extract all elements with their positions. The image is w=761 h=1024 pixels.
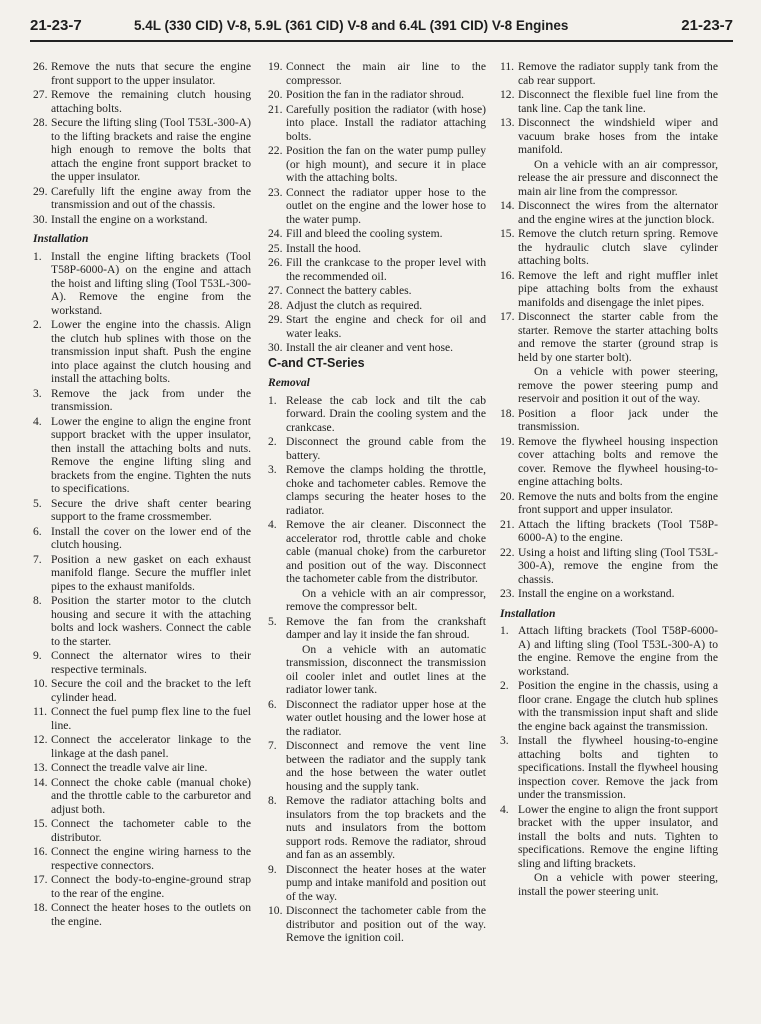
step-number: 27.	[268, 284, 283, 297]
step-number: 18.	[33, 901, 48, 914]
step-text: Lower the engine to align the front support bracket with the upper insulator, and install the bolts and nuts. Tighten to specifications. Remove the engine lifting sling and lifting brackets.	[518, 802, 718, 870]
step-text: Remove the fan from the crankshaft damper and lay it inside the fan shroud.	[286, 614, 486, 641]
step-number: 30.	[33, 212, 48, 226]
step-number: 21.	[500, 517, 515, 531]
step-text: Connect the body-to-engine-ground strap to the rear of the engine.	[51, 873, 251, 900]
step-number: 23.	[268, 185, 283, 199]
procedure-step	[33, 761, 251, 775]
procedure-step	[33, 250, 251, 318]
step-number: 13.	[500, 116, 515, 129]
step-text: Lower the engine to align the engine front support bracket with the upper insulator, then install the attaching bolts and nuts. Remove the engine lifting sling and brackets from the engine. Tighten the nuts to specifications.	[51, 414, 251, 495]
step-number: 4.	[500, 802, 509, 816]
step-text: Remove the nuts and bolts from the engine front support and upper insulator.	[518, 489, 718, 516]
procedure-step	[268, 518, 486, 586]
procedure-step	[33, 649, 251, 676]
procedure-step	[500, 116, 718, 157]
step-text: Remove the jack from under the transmission.	[51, 386, 251, 413]
step-text: Adjust the clutch as required.	[286, 298, 423, 312]
note-paragraph: On a vehicle with power steering, install the power steering unit.	[518, 871, 718, 898]
step-number: 3.	[500, 734, 509, 747]
step-number: 29.	[33, 184, 48, 198]
step-number: 4.	[33, 414, 42, 428]
procedure-step	[33, 733, 251, 760]
step-text: Disconnect the ground cable from the battery.	[286, 435, 486, 462]
step-number: 6.	[268, 697, 277, 711]
procedure-step	[33, 497, 251, 524]
step-number: 9.	[33, 649, 42, 662]
page-title: 5.4L (330 CID) V-8, 5.9L (361 CID) V-8 and 6.4L (391 CID) V-8 Engines	[134, 18, 569, 33]
step-text: Remove the left and right muffler inlet pipe attaching bolts from the exhaust manifolds and disengage the inlet pipes.	[518, 268, 718, 309]
step-text: Position the fan in the radiator shroud.	[286, 88, 465, 101]
step-text: Start the engine and check for oil and water leaks.	[286, 313, 486, 340]
procedure-step	[268, 863, 486, 904]
step-number: 11.	[500, 60, 515, 73]
procedure-step	[268, 88, 486, 102]
step-number: 8.	[33, 594, 42, 607]
step-text: Connect the fuel pump flex line to the fuel line.	[51, 705, 251, 732]
procedure-step	[500, 490, 718, 517]
procedure-step	[33, 88, 251, 115]
step-number: 7.	[33, 552, 42, 566]
step-number: 17.	[33, 873, 48, 886]
step-number: 19.	[500, 434, 515, 448]
step-text: Disconnect the tachometer cable from the distributor and position out of the way. Remove the ignition coil.	[286, 904, 486, 944]
step-text: Connect the main air line to the compressor.	[286, 60, 486, 87]
step-text: Remove the radiator attaching bolts and insulators from the top brackets and the nuts and insulators from the bottom support rods. Remove the radiator, shroud and fan as an assembly.	[286, 794, 486, 861]
procedure-step	[500, 435, 718, 489]
step-text: Install the flywheel housing-to-engine attaching bolts and tighten to specifications. Install the flywheel housing inspection cover. Remove the jack from under the transmission.	[518, 734, 718, 801]
step-number: 14.	[33, 775, 48, 789]
step-text: Position the fan on the water pump pulley (or high mount), and secure it in place with the attaching bolts.	[286, 144, 486, 184]
step-text: Remove the remaining clutch housing attaching bolts.	[51, 88, 251, 115]
step-text: Connect the treadle valve air line.	[51, 761, 208, 774]
procedure-step	[268, 698, 486, 739]
step-text: Remove the clamps holding the throttle, choke and tachometer cables. Remove the clamps securing the heater hoses to the radiator.	[286, 463, 486, 517]
step-number: 1.	[33, 249, 42, 263]
step-number: 22.	[500, 545, 515, 559]
procedure-step	[268, 313, 486, 340]
procedure-step	[33, 60, 251, 87]
step-text: Disconnect the radiator upper hose at the water outlet housing and the lower hose at the radiator.	[286, 697, 486, 738]
section-heading: C-and CT-Series	[268, 355, 365, 370]
step-text: Position the starter motor to the clutch housing and secure it with the attaching bolts and lock washers. Connect the cable to the starter.	[51, 594, 251, 648]
step-text: Disconnect the starter cable from the starter. Remove the starter attaching bolts and remove the starter (ground strap is held by one starter bolt).	[518, 310, 718, 364]
procedure-step	[33, 705, 251, 732]
step-text: Disconnect the windshield wiper and vacuum brake hoses from the intake manifold.	[518, 116, 718, 156]
step-number: 6.	[33, 524, 42, 538]
procedure-step	[33, 525, 251, 552]
procedure-step	[268, 904, 486, 945]
subsection-heading: Installation	[33, 232, 89, 245]
step-number: 2.	[500, 679, 509, 692]
text-column-1	[33, 60, 251, 929]
step-text: Connect the alternator wires to their respective terminals.	[51, 649, 251, 676]
step-text: Secure the drive shaft center bearing support to the frame crossmember.	[51, 496, 251, 523]
page-number-left: 21-23-7	[30, 17, 82, 34]
procedure-step	[268, 299, 486, 313]
procedure-step	[268, 794, 486, 862]
procedure-step	[500, 734, 718, 802]
step-text: Fill and bleed the cooling system.	[286, 227, 443, 240]
step-number: 24.	[268, 227, 283, 240]
note-paragraph: On a vehicle with power steering, remove the power steering pump and reservoir and position it out of the way.	[518, 365, 718, 405]
procedure-step	[500, 546, 718, 587]
procedure-step	[268, 739, 486, 793]
step-number: 5.	[268, 614, 277, 628]
procedure-step	[33, 901, 251, 928]
step-number: 17.	[500, 310, 515, 323]
note-paragraph: On a vehicle with an air compressor, remove the compressor belt.	[286, 586, 486, 613]
step-number: 23.	[500, 587, 515, 600]
step-number: 7.	[268, 739, 277, 752]
note-paragraph: On a vehicle with an automatic transmission, disconnect the transmission oil cooler inlet and outlet lines at the radiator lower tank.	[286, 642, 486, 696]
step-text: Install the air cleaner and vent hose.	[286, 341, 454, 354]
step-number: 28.	[33, 116, 48, 129]
step-number: 18.	[500, 406, 515, 420]
step-number: 26.	[33, 60, 48, 73]
subsection-heading: Installation	[500, 606, 556, 620]
procedure-step	[33, 318, 251, 386]
step-number: 3.	[268, 463, 277, 476]
step-text: Remove the flywheel housing inspection cover attaching bolts and remove the cover. Remove the flywheel housing-to-engine attaching bolts.	[518, 434, 718, 488]
procedure-step	[268, 256, 486, 283]
step-number: 10.	[33, 677, 48, 690]
step-number: 19.	[268, 60, 283, 73]
page-number-right: 21-23-7	[681, 17, 733, 34]
step-number: 4.	[268, 518, 277, 531]
step-text: Connect the radiator upper hose to the outlet on the engine and the lower hose to the water pump.	[286, 185, 486, 226]
step-text: Release the cab lock and tilt the cab forward. Drain the cooling system and the crankcase.	[286, 393, 486, 434]
step-text: Remove the radiator supply tank from the cab rear support.	[518, 60, 718, 87]
step-text: Connect the battery cables.	[286, 284, 412, 297]
procedure-step	[500, 679, 718, 733]
step-text: Install the cover on the lower end of the clutch housing.	[51, 524, 251, 551]
step-text: Install the engine lifting brackets (Tool T58P-6000-A) on the engine and attach the hoist and lifting sling (Tool T53L-300-A). Remove the engine from the workstand.	[51, 249, 251, 317]
step-number: 16.	[33, 845, 48, 858]
procedure-step	[500, 199, 718, 226]
step-number: 22.	[268, 144, 283, 157]
step-text: Secure the coil and the bracket to the left cylinder head.	[51, 677, 251, 704]
step-text: Position the engine in the chassis, using a floor crane. Engage the clutch hub splines with the transmission input shaft and slide the engine back against the transmission.	[518, 679, 718, 733]
step-text: Install the engine on a workstand.	[518, 587, 675, 600]
procedure-step	[500, 518, 718, 545]
procedure-step	[33, 845, 251, 872]
procedure-step	[33, 594, 251, 648]
procedure-step	[500, 227, 718, 268]
step-text: Using a hoist and lifting sling (Tool T53L-300-A), remove the engine from the chassis.	[518, 545, 718, 586]
step-text: Connect the heater hoses to the outlets on the engine.	[51, 901, 251, 928]
step-text: Attach the lifting brackets (Tool T58P-6000-A) to the engine.	[518, 517, 718, 544]
procedure-step	[268, 341, 486, 355]
step-number: 2.	[33, 318, 42, 331]
procedure-step	[268, 103, 486, 144]
step-number: 20.	[268, 88, 283, 101]
procedure-step	[33, 185, 251, 212]
step-number: 14.	[500, 199, 515, 212]
step-text: Remove the clutch return spring. Remove the hydraulic clutch slave cylinder attaching bolts.	[518, 227, 718, 267]
procedure-step	[33, 817, 251, 844]
procedure-step	[500, 407, 718, 434]
step-number: 1.	[500, 624, 509, 637]
step-number: 16.	[500, 268, 515, 282]
step-number: 21.	[268, 102, 283, 116]
procedure-step	[33, 677, 251, 704]
subsection-heading: Removal	[268, 376, 310, 389]
step-number: 27.	[33, 88, 48, 101]
step-text: Carefully position the radiator (with hose) into place. Install the radiator attaching bolts.	[286, 102, 486, 143]
step-number: 13.	[33, 761, 48, 774]
step-text: Install the hood.	[286, 241, 362, 255]
procedure-step	[268, 394, 486, 435]
step-text: Connect the tachometer cable to the distributor.	[51, 817, 251, 844]
step-text: Carefully lift the engine away from the transmission and out of the chassis.	[51, 184, 251, 211]
step-number: 8.	[268, 794, 277, 807]
procedure-step	[33, 387, 251, 414]
step-number: 1.	[268, 393, 277, 407]
procedure-step	[33, 116, 251, 184]
step-number: 2.	[268, 435, 277, 448]
procedure-step	[268, 60, 486, 87]
step-number: 30.	[268, 341, 283, 354]
procedure-step	[268, 463, 486, 517]
step-text: Fill the crankcase to the proper level with the recommended oil.	[286, 256, 486, 283]
text-column-3	[500, 60, 718, 899]
step-number: 28.	[268, 298, 283, 312]
text-column-2	[268, 60, 486, 946]
step-number: 9.	[268, 862, 277, 876]
procedure-step	[500, 88, 718, 115]
step-text: Connect the engine wiring harness to the respective connectors.	[51, 845, 251, 872]
step-number: 26.	[268, 256, 283, 269]
note-paragraph: On a vehicle with an air compressor, release the air pressure and disconnect the main air line from the compressor.	[518, 157, 718, 198]
step-number: 11.	[33, 705, 48, 718]
step-text: Connect the choke cable (manual choke) and the throttle cable to the carburetor and adjust both.	[51, 775, 251, 816]
step-text: Remove the air cleaner. Disconnect the accelerator rod, throttle cable and choke cable (manual choke) from the carburetor and position out of the way. Disconnect the tachometer cable from the distributor.	[286, 518, 486, 585]
step-number: 12.	[500, 88, 515, 101]
step-text: Disconnect the wires from the alternator and the engine wires at the junction block.	[518, 199, 718, 226]
procedure-step	[500, 269, 718, 310]
procedure-step	[268, 242, 486, 256]
procedure-step	[33, 776, 251, 817]
step-text: Connect the accelerator linkage to the linkage at the dash panel.	[51, 733, 251, 760]
step-text: Secure the lifting sling (Tool T53L-300-A) to the lifting brackets and raise the engine high enough to remove the bolts that attach the engine front support bracket to the upper insulator.	[51, 116, 251, 183]
step-number: 29.	[268, 313, 283, 326]
procedure-step	[33, 213, 251, 227]
step-number: 15.	[33, 817, 48, 830]
step-text: Position a new gasket on each exhaust manifold flange. Secure the muffler inlet pipes to the exhaust manifolds.	[51, 552, 251, 593]
procedure-step	[268, 144, 486, 185]
step-text: Install the engine on a workstand.	[51, 212, 208, 226]
step-number: 12.	[33, 733, 48, 746]
step-number: 25.	[268, 241, 283, 255]
step-text: Disconnect the flexible fuel line from the tank line. Cap the tank line.	[518, 88, 718, 115]
step-text: Remove the nuts that secure the engine front support to the upper insulator.	[51, 60, 251, 87]
step-text: Attach lifting brackets (Tool T58P-6000-A) and lifting sling (Tool T53L-300-A) to the engine. Remove the engine from the workstand.	[518, 624, 718, 678]
procedure-step	[500, 310, 718, 364]
step-text: Position a floor jack under the transmission.	[518, 406, 718, 433]
step-text: Lower the engine into the chassis. Align the clutch hub splines with those on the transmission input shaft. Push the engine into place against the clutch housing and install the attaching bolts.	[51, 318, 251, 385]
procedure-step	[500, 624, 718, 678]
procedure-step	[33, 415, 251, 496]
procedure-step	[268, 435, 486, 462]
procedure-step	[500, 60, 718, 87]
step-number: 15.	[500, 227, 515, 240]
procedure-step	[500, 803, 718, 871]
procedure-step	[33, 873, 251, 900]
step-number: 20.	[500, 489, 515, 503]
step-number: 3.	[33, 386, 42, 400]
step-number: 10.	[268, 904, 283, 917]
procedure-step	[33, 553, 251, 594]
step-text: Disconnect the heater hoses at the water pump and intake manifold and position out of the way.	[286, 862, 486, 903]
procedure-step	[268, 284, 486, 298]
page-header	[30, 12, 733, 42]
step-text: Disconnect and remove the vent line between the radiator and the supply tank and the hose between the water outlet housing and the supply tank.	[286, 739, 486, 793]
procedure-step	[268, 615, 486, 642]
procedure-step	[500, 587, 718, 601]
step-number: 5.	[33, 496, 42, 510]
procedure-step	[268, 227, 486, 241]
procedure-step	[268, 186, 486, 227]
